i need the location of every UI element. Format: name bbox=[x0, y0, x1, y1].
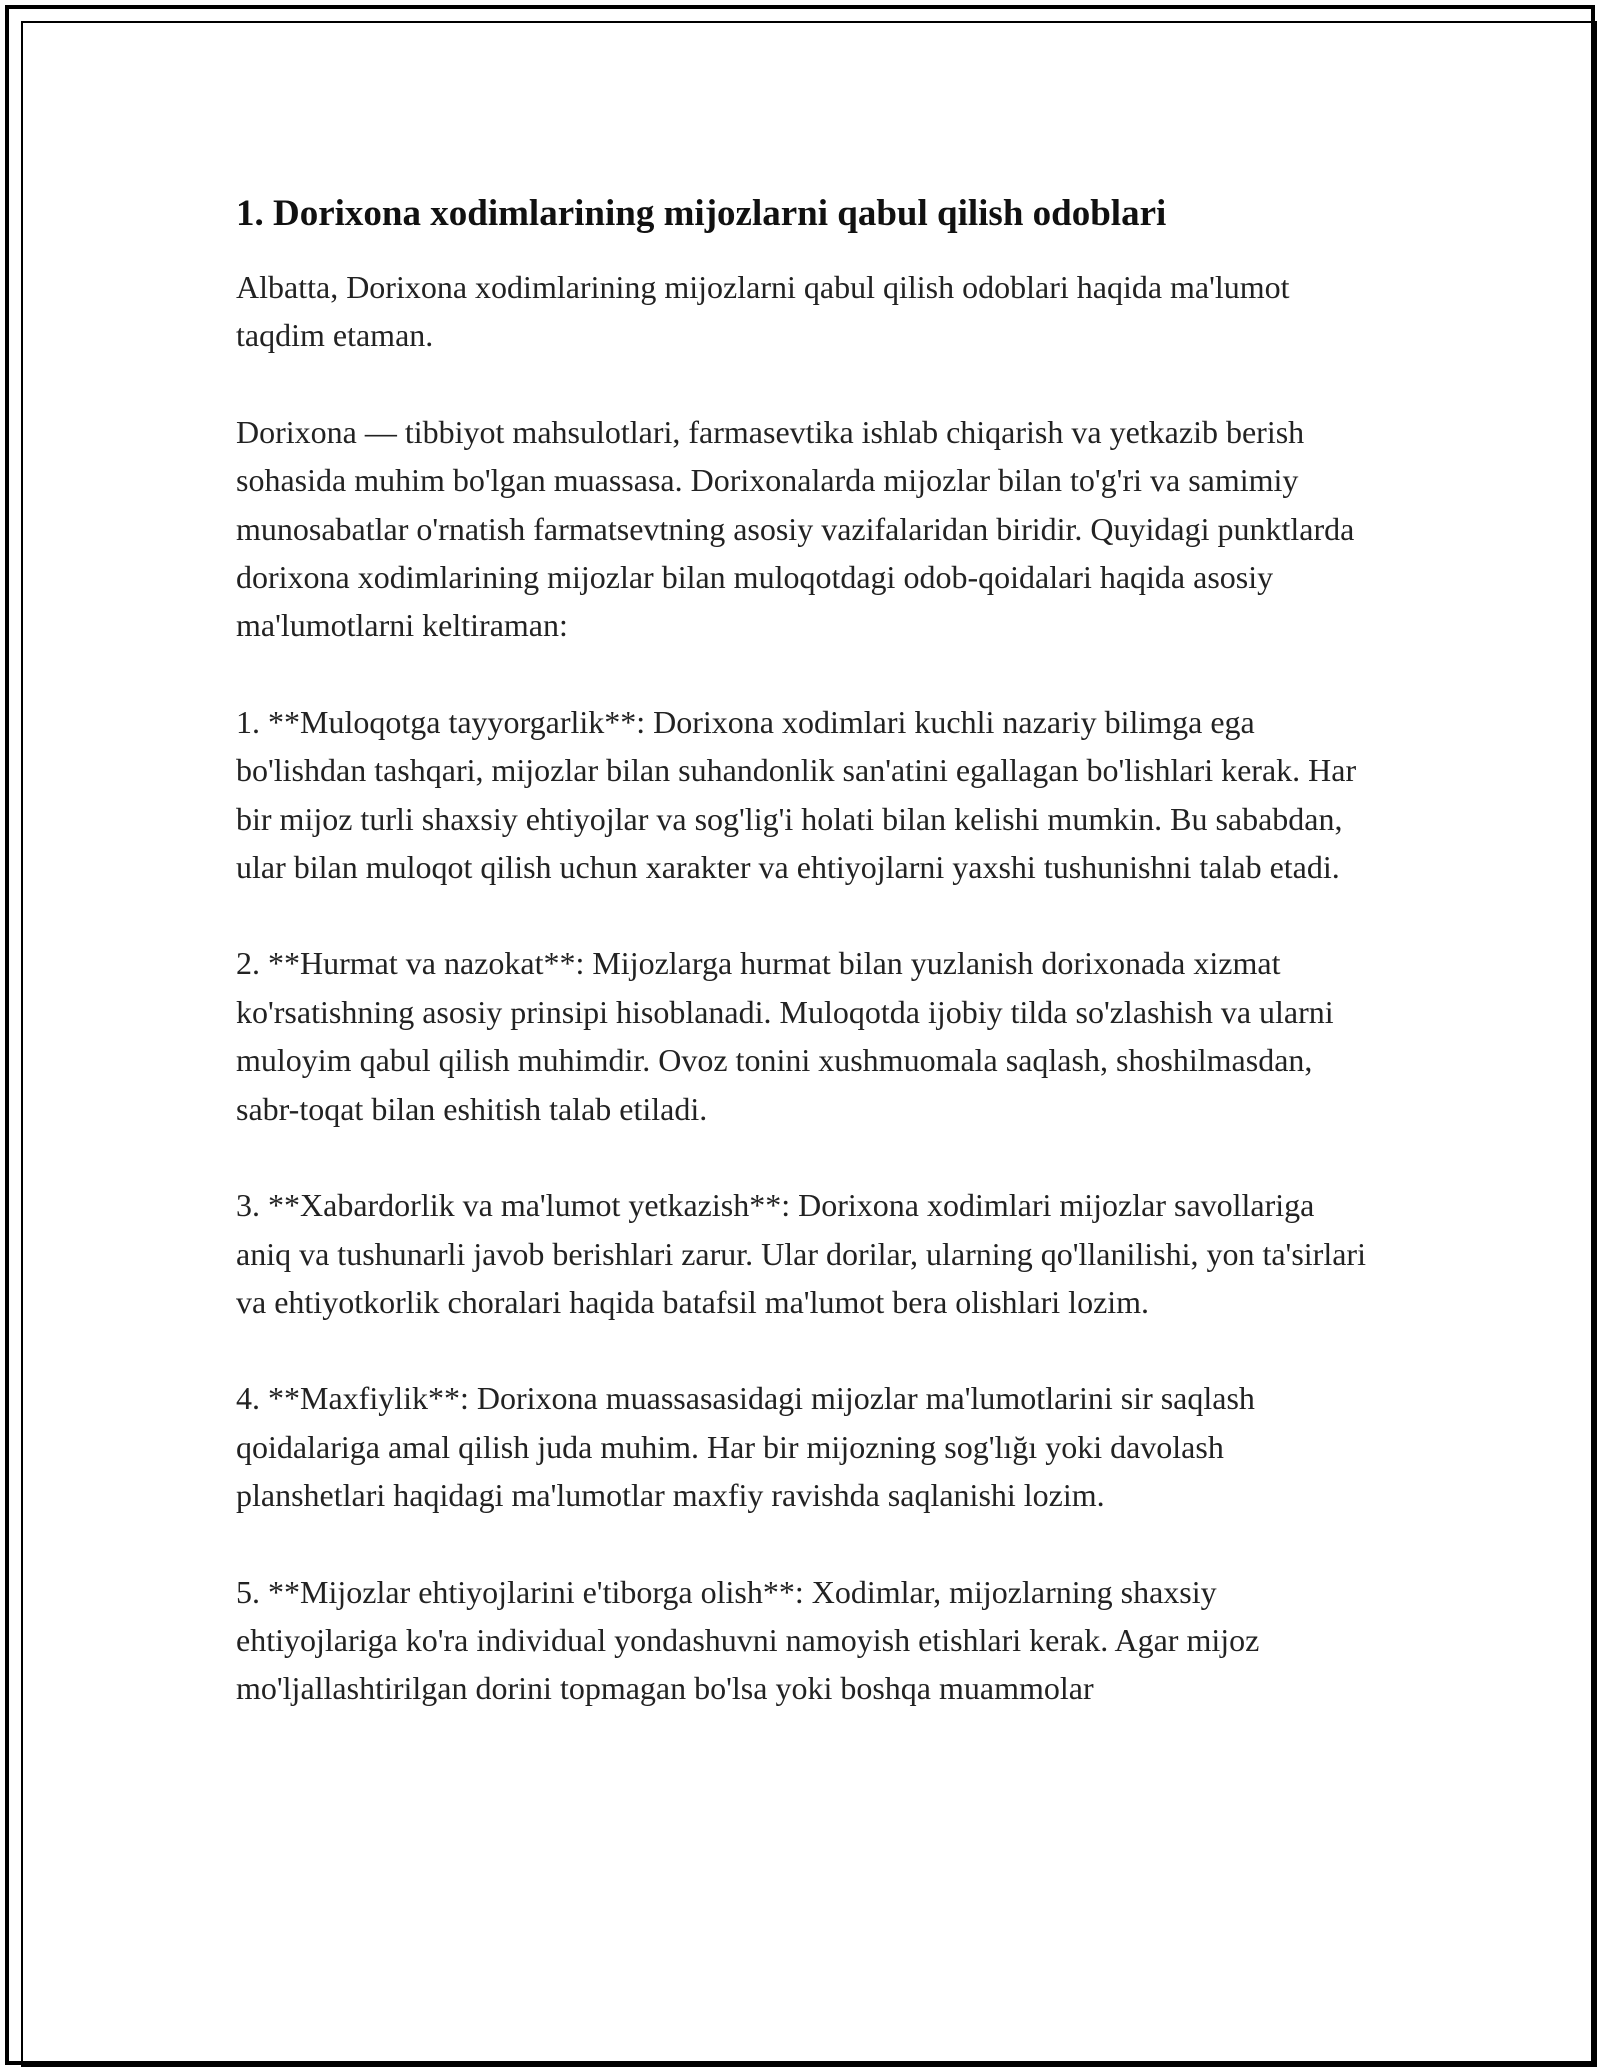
document-body bbox=[236, 185, 1376, 1761]
paragraph-point-1: 1. **Muloqotga tayyorgarlik**: Dorixona xodimlari kuchli nazariy bilimga ega bo'lishdan tashqari, mijozlar bilan suhandonlik san'atini egallagan bo'lishlari kerak. Har bir mijoz turli shaxsiy ehtiyojlar va sog'lig'i holati bilan kelishi mumkin. Bu sababdan, ular bilan muloqot qilish uchun xarakter va ehtiyojlarni yaxshi tushunishni talab etadi. bbox=[236, 703, 1357, 886]
document-title: 1. Dorixona xodimlarining mijozlarni qabul qilish odoblari bbox=[236, 193, 1167, 234]
paragraph-point-4: 4. **Maxfiylik**: Dorixona muassasasidagi mijozlar ma'lumotlarini sir saqlash qoidalariga amal qilish juda muhim. Har bir mijozning sog'lığı yoki davolash planshetlari haqidagi ma'lumotlar maxfiy ravishda saqlanishi lozim. bbox=[236, 1380, 1255, 1514]
paragraph-overview: Dorixona — tibbiyot mahsulotlari, farmasevtika ishlab chiqarish va yetkazib berish sohasida muhim bo'lgan muassasa. Dorixonalarda mijozlar bilan to'g'ri va samimiy munosabatlar o'rnatish farmatsevtning asosiy vazifalaridan biridir. Quyidagi punktlarda dorixona xodimlarining mijozlar bilan muloqotdagi odob-qoidalari haqida asosiy ma'lumotlarni keltiraman: bbox=[236, 413, 1355, 644]
paragraph-point-3: 3. **Xabardorlik va ma'lumot yetkazish**: Dorixona xodimlari mijozlar savollariga aniq va tushunarli javob berishlari zarur. Ular dorilar, ularning qo'llanilishi, yon ta'sirlari va ehtiyotkorlik choralari haqida batafsil ma'lumot bera olishlari lozim. bbox=[236, 1187, 1366, 1320]
paragraph-point-2: 2. **Hurmat va nazokat**: Mijozlarga hurmat bilan yuzlanish dorixonada xizmat ko'rsatishning asosiy prinsipi hisoblanadi. Muloqotda ijobiy tilda so'zlashish va ularni muloyim qabul qilish muhimdir. Ovoz tonini xushmuomala saqlash, shoshilmasdan, sabr-toqat bilan eshitish talab etiladi. bbox=[236, 945, 1334, 1127]
paragraph-intro: Albatta, Dorixona xodimlarining mijozlarni qabul qilish odoblari haqida ma'lumot taqdim etaman. bbox=[236, 269, 1290, 354]
paragraph-point-5: 5. **Mijozlar ehtiyojlarini e'tiborga olish**: Xodimlar, mijozlarning shaxsiy ehtiyojlariga ko'ra individual yondashuvni namoyish etishlari kerak. Agar mijoz mo'ljallashtirilgan dorini topmagan bo'lsa yoki boshqa muammolar bbox=[236, 1573, 1260, 1707]
